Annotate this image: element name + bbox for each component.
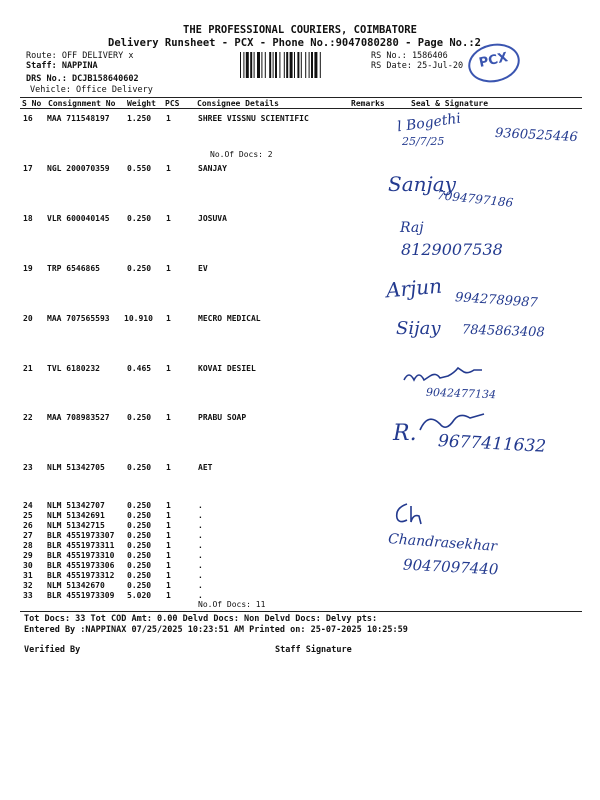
row-pcs: 1 <box>166 164 171 173</box>
row-pcs: 1 <box>166 511 171 520</box>
signature-phone: 9360525446 <box>494 125 579 146</box>
row-weight: 0.250 <box>127 551 152 560</box>
signature-name: Sijay <box>396 318 441 339</box>
signature-phone: 7845863408 <box>461 322 545 341</box>
signature-phone: 7094797186 <box>436 188 514 210</box>
row-consignment: VLR 600040145 <box>47 214 110 223</box>
row-consignee: . <box>198 531 203 540</box>
row-consignment: BLR 4551973309 <box>47 591 115 600</box>
row-sno: 27 <box>23 531 33 540</box>
row-weight: 0.250 <box>127 561 152 570</box>
barcode <box>240 52 364 78</box>
signature-name: R. <box>393 421 417 446</box>
row-pcs: 1 <box>166 364 171 373</box>
row-sno: 24 <box>23 501 33 510</box>
row-consignment: MAA 708983527 <box>47 413 110 422</box>
row-pcs: 1 <box>166 114 171 123</box>
pcx-stamp: PCX <box>465 39 524 87</box>
row-pcs: 1 <box>166 264 171 273</box>
row-weight: 0.250 <box>127 521 152 530</box>
row-consignee: SHREE VISSNU SCIENTIFIC <box>198 114 309 123</box>
row-consignee: EV <box>198 264 208 273</box>
row-sno: 17 <box>23 164 33 173</box>
row-consignee: . <box>198 521 203 530</box>
row-consignment: BLR 4551973311 <box>47 541 115 550</box>
vehicle-label: Vehicle: Office Delivery <box>30 85 153 95</box>
signature-name: Sanjay <box>388 172 456 196</box>
row-consignment: BLR 4551973312 <box>47 571 115 580</box>
row-consignment: MAA 707565593 <box>47 314 110 323</box>
row-weight: 0.250 <box>127 541 152 550</box>
row-consignment: BLR 4551973306 <box>47 561 115 570</box>
rs-number: RS No.: 1586406 <box>371 51 448 61</box>
row-consignee: MECRO MEDICAL <box>198 314 261 323</box>
row-sno: 21 <box>23 364 33 373</box>
signature-phone: 9677411632 <box>437 431 547 457</box>
signature-phone: 9047097440 <box>402 555 499 579</box>
row-sno: 31 <box>23 571 33 580</box>
report-subtitle: Delivery Runsheet - PCX - Phone No.:9047080280 - Page No.:2 <box>108 37 481 49</box>
staff-label: Staff: NAPPINA <box>26 61 98 71</box>
row-weight: 5.020 <box>127 591 152 600</box>
row-weight: 10.910 <box>124 314 153 323</box>
row-consignment: MAA 711548197 <box>47 114 110 123</box>
col-pcs: PCS <box>165 99 180 108</box>
row-consignee: . <box>198 581 203 590</box>
signature-phone: 9042477134 <box>425 385 497 402</box>
row-pcs: 1 <box>166 501 171 510</box>
row-sno: 22 <box>23 413 33 422</box>
row-consignment: BLR 4551973310 <box>47 551 115 560</box>
row-pcs: 1 <box>166 413 171 422</box>
col-sno: S No <box>22 99 42 108</box>
row-consignee: AET <box>198 463 213 472</box>
signature-phone: 9942789987 <box>454 290 539 311</box>
row-pcs: 1 <box>166 214 171 223</box>
scribble-signature <box>400 366 490 386</box>
row-consignment: NLM 51342705 <box>47 463 105 472</box>
entered-printed-line: Entered By :NAPPINAX 07/25/2025 10:23:51 AM Printed on: 25-07-2025 10:25:59 <box>24 625 408 635</box>
signature-name: l Bogethi <box>396 110 462 136</box>
col-weight: Weight <box>127 99 156 108</box>
row-pcs: 1 <box>166 591 171 600</box>
row-sno: 20 <box>23 314 33 323</box>
row-pcs: 1 <box>166 561 171 570</box>
row-sno: 32 <box>23 581 33 590</box>
row-consignee: KOVAI DESIEL <box>198 364 256 373</box>
row-sno: 19 <box>23 264 33 273</box>
row-consignee: . <box>198 541 203 550</box>
row-pcs: 1 <box>166 314 171 323</box>
row-pcs: 1 <box>166 551 171 560</box>
signature-name: Chandrasekhar <box>387 531 498 555</box>
drs-number: DRS No.: DCJB158640602 <box>26 74 139 84</box>
col-consignee: Consignee Details <box>197 99 279 108</box>
row-weight: 0.465 <box>127 364 152 373</box>
row-pcs: 1 <box>166 521 171 530</box>
row-consignee: JOSUVA <box>198 214 227 223</box>
rs-date: RS Date: 25-Jul-20 <box>371 61 464 71</box>
row-consignee: PRABU SOAP <box>198 413 247 422</box>
row-pcs: 1 <box>166 463 171 472</box>
row-pcs: 1 <box>166 531 171 540</box>
signature-phone: 8129007538 <box>401 240 503 259</box>
row-pcs: 1 <box>166 571 171 580</box>
signature-name: Arjun <box>385 273 443 303</box>
row-pcs: 1 <box>166 541 171 550</box>
row-sno: 18 <box>23 214 33 223</box>
row-weight: 1.250 <box>127 114 152 123</box>
row-consignee: . <box>198 561 203 570</box>
row-consignment: NGL 200070359 <box>47 164 110 173</box>
row-consignment: NLM 51342691 <box>47 511 105 520</box>
row-weight: 0.250 <box>127 571 152 580</box>
header-top-rule <box>20 97 582 98</box>
row-doc-count: No.Of Docs: 2 <box>210 150 273 159</box>
row-weight: 0.250 <box>127 413 152 422</box>
group-doc-count: No.Of Docs: 11 <box>198 600 266 609</box>
verified-by-label: Verified By <box>24 645 81 655</box>
row-weight: 0.250 <box>127 264 152 273</box>
row-consignee: . <box>198 571 203 580</box>
row-pcs: 1 <box>166 581 171 590</box>
row-weight: 0.250 <box>127 214 152 223</box>
row-weight: 0.250 <box>127 501 152 510</box>
row-consignee: SANJAY <box>198 164 227 173</box>
scribble-initials <box>393 502 433 526</box>
row-consignment: NLM 51342715 <box>47 521 105 530</box>
row-weight: 0.250 <box>127 511 152 520</box>
row-weight: 0.250 <box>127 581 152 590</box>
row-consignment: NLM 51342670 <box>47 581 105 590</box>
footer-rule <box>20 611 582 612</box>
row-weight: 0.250 <box>127 463 152 472</box>
signature-date: 25/7/25 <box>402 135 445 148</box>
row-consignee: . <box>198 501 203 510</box>
header-bottom-rule <box>20 108 582 109</box>
row-consignment: BLR 4551973307 <box>47 531 115 540</box>
signature-name: Raj <box>400 220 424 236</box>
row-sno: 25 <box>23 511 33 520</box>
col-seal-signature: Seal & Signature <box>411 99 489 108</box>
row-consignment: NLM 51342707 <box>47 501 105 510</box>
row-weight: 0.250 <box>127 531 152 540</box>
row-sno: 29 <box>23 551 33 560</box>
row-consignment: TRP 6546865 <box>47 264 100 273</box>
row-consignee: . <box>198 551 203 560</box>
row-consignment: TVL 6180232 <box>47 364 100 373</box>
col-consignment: Consignment No <box>48 99 116 108</box>
row-sno: 30 <box>23 561 33 570</box>
col-remarks: Remarks <box>351 99 385 108</box>
row-weight: 0.550 <box>127 164 152 173</box>
row-sno: 33 <box>23 591 33 600</box>
row-sno: 26 <box>23 521 33 530</box>
row-sno: 23 <box>23 463 33 472</box>
row-sno: 28 <box>23 541 33 550</box>
row-consignee: . <box>198 591 203 600</box>
totals-line: Tot Docs: 33 Tot COD Amt: 0.00 Delvd Docs: Non Delvd Docs: Delvy pts: <box>24 614 378 624</box>
route-label: Route: OFF DELIVERY x <box>26 51 134 61</box>
report-title: THE PROFESSIONAL COURIERS, COIMBATORE <box>183 24 417 36</box>
row-consignee: . <box>198 511 203 520</box>
row-sno: 16 <box>23 114 33 123</box>
staff-signature-label: Staff Signature <box>275 645 352 655</box>
